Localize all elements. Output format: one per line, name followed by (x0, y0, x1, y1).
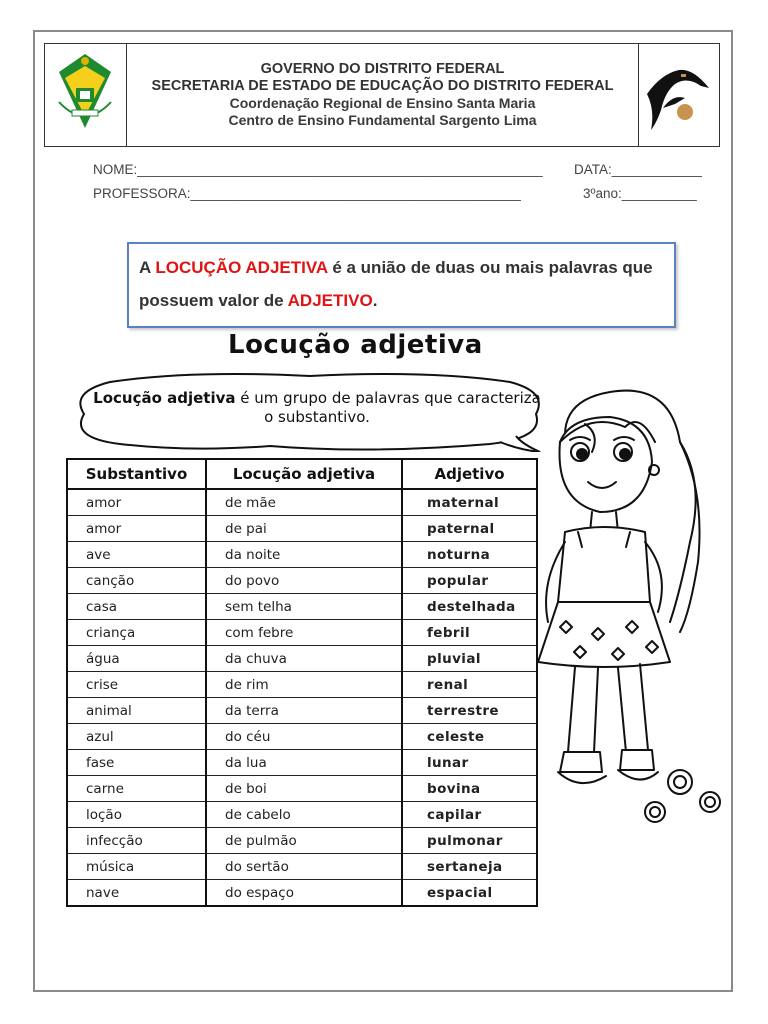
cell-adjetivo: lunar (402, 750, 537, 776)
section-title: Locução adjetiva (228, 330, 483, 360)
header-substantivo: Substantivo (67, 459, 206, 489)
cell-substantivo: animal (67, 698, 206, 724)
table-row (67, 880, 537, 907)
definition-text-1: A (139, 258, 156, 277)
header-line-2: SECRETARIA DE ESTADO DE EDUCAÇÃO DO DISTRITO FEDERAL (151, 78, 614, 94)
document-header (44, 43, 720, 147)
cell-adjetivo: febril (402, 620, 537, 646)
table-row (67, 594, 537, 620)
cell-locucao: do sertão (206, 854, 402, 880)
cell-adjetivo: renal (402, 672, 537, 698)
adjective-table (66, 458, 538, 907)
cell-adjetivo: terrestre (402, 698, 537, 724)
cell-adjetivo: celeste (402, 724, 537, 750)
cell-locucao: de pulmão (206, 828, 402, 854)
definition-term: LOCUÇÃO ADJETIVA (155, 258, 328, 277)
definition-text-3: . (372, 291, 378, 310)
cell-locucao: sem telha (206, 594, 402, 620)
table-row (67, 542, 537, 568)
bubble-text (92, 389, 542, 427)
cell-locucao: do céu (206, 724, 402, 750)
table-row (67, 489, 537, 516)
cell-substantivo: azul (67, 724, 206, 750)
bubble-definition: é um grupo de palavras que caracteriza o substantivo. (235, 389, 541, 426)
cell-substantivo: carne (67, 776, 206, 802)
grade-field[interactable]: 3ºano:__________ (583, 186, 697, 201)
cell-substantivo: ave (67, 542, 206, 568)
table-row (67, 724, 537, 750)
table-row (67, 854, 537, 880)
table-row (67, 516, 537, 542)
header-adjetivo: Adjetivo (402, 459, 537, 489)
cell-adjetivo: bovina (402, 776, 537, 802)
header-line-1: GOVERNO DO DISTRITO FEDERAL (260, 61, 505, 77)
cell-locucao: de pai (206, 516, 402, 542)
cell-adjetivo: destelhada (402, 594, 537, 620)
cell-adjetivo: maternal (402, 489, 537, 516)
cell-locucao: da chuva (206, 646, 402, 672)
table-row (67, 750, 537, 776)
cell-locucao: da noite (206, 542, 402, 568)
table-header-row (67, 459, 537, 489)
cell-adjetivo: paternal (402, 516, 537, 542)
cell-locucao: de cabelo (206, 802, 402, 828)
cell-substantivo: loção (67, 802, 206, 828)
cell-adjetivo: pluvial (402, 646, 537, 672)
cell-locucao: da terra (206, 698, 402, 724)
left-logo-cell (45, 44, 127, 146)
cell-locucao: de mãe (206, 489, 402, 516)
cell-locucao: de rim (206, 672, 402, 698)
cell-substantivo: fase (67, 750, 206, 776)
header-text (127, 61, 638, 129)
cell-adjetivo: noturna (402, 542, 537, 568)
cell-adjetivo: espacial (402, 880, 537, 907)
table-body (67, 489, 537, 906)
form-row-2 (93, 186, 715, 204)
cell-substantivo: casa (67, 594, 206, 620)
school-emblem-logo (639, 44, 719, 146)
cell-substantivo: amor (67, 489, 206, 516)
cell-locucao: da lua (206, 750, 402, 776)
table-row (67, 776, 537, 802)
cell-adjetivo: pulmonar (402, 828, 537, 854)
cartoon-girl-illustration (530, 372, 750, 832)
cell-substantivo: infecção (67, 828, 206, 854)
cell-substantivo: crise (67, 672, 206, 698)
cell-substantivo: música (67, 854, 206, 880)
header-locucao: Locução adjetiva (206, 459, 402, 489)
table-row (67, 620, 537, 646)
definition-box (127, 242, 676, 328)
date-field[interactable]: DATA:____________ (574, 162, 702, 177)
header-line-4: Centro de Ensino Fundamental Sargento Lima (228, 112, 537, 128)
cell-adjetivo: popular (402, 568, 537, 594)
table-row (67, 828, 537, 854)
right-logo-cell (638, 44, 719, 146)
bubble-term: Locução adjetiva (93, 389, 236, 407)
form-row-1 (93, 162, 715, 180)
definition-text-2: é a união de duas ou mais palavras que possuem valor de (139, 258, 653, 310)
brasilia-coat-of-arms-logo (45, 44, 126, 146)
header-line-3: Coordenação Regional de Ensino Santa Maria (229, 95, 536, 111)
cell-adjetivo: capilar (402, 802, 537, 828)
cell-substantivo: criança (67, 620, 206, 646)
name-field[interactable]: NOME:______________________________________________________ (93, 162, 543, 177)
cell-adjetivo: sertaneja (402, 854, 537, 880)
cell-substantivo: canção (67, 568, 206, 594)
cell-locucao: do povo (206, 568, 402, 594)
table-row (67, 672, 537, 698)
teacher-field[interactable]: PROFESSORA:____________________________________________ (93, 186, 521, 201)
table-row (67, 646, 537, 672)
cell-substantivo: água (67, 646, 206, 672)
cell-substantivo: amor (67, 516, 206, 542)
cell-locucao: com febre (206, 620, 402, 646)
table-row (67, 568, 537, 594)
table-row (67, 698, 537, 724)
definition-term-2: ADJETIVO (287, 291, 373, 310)
cell-locucao: de boi (206, 776, 402, 802)
cell-locucao: do espaço (206, 880, 402, 907)
cell-substantivo: nave (67, 880, 206, 907)
table-row (67, 802, 537, 828)
